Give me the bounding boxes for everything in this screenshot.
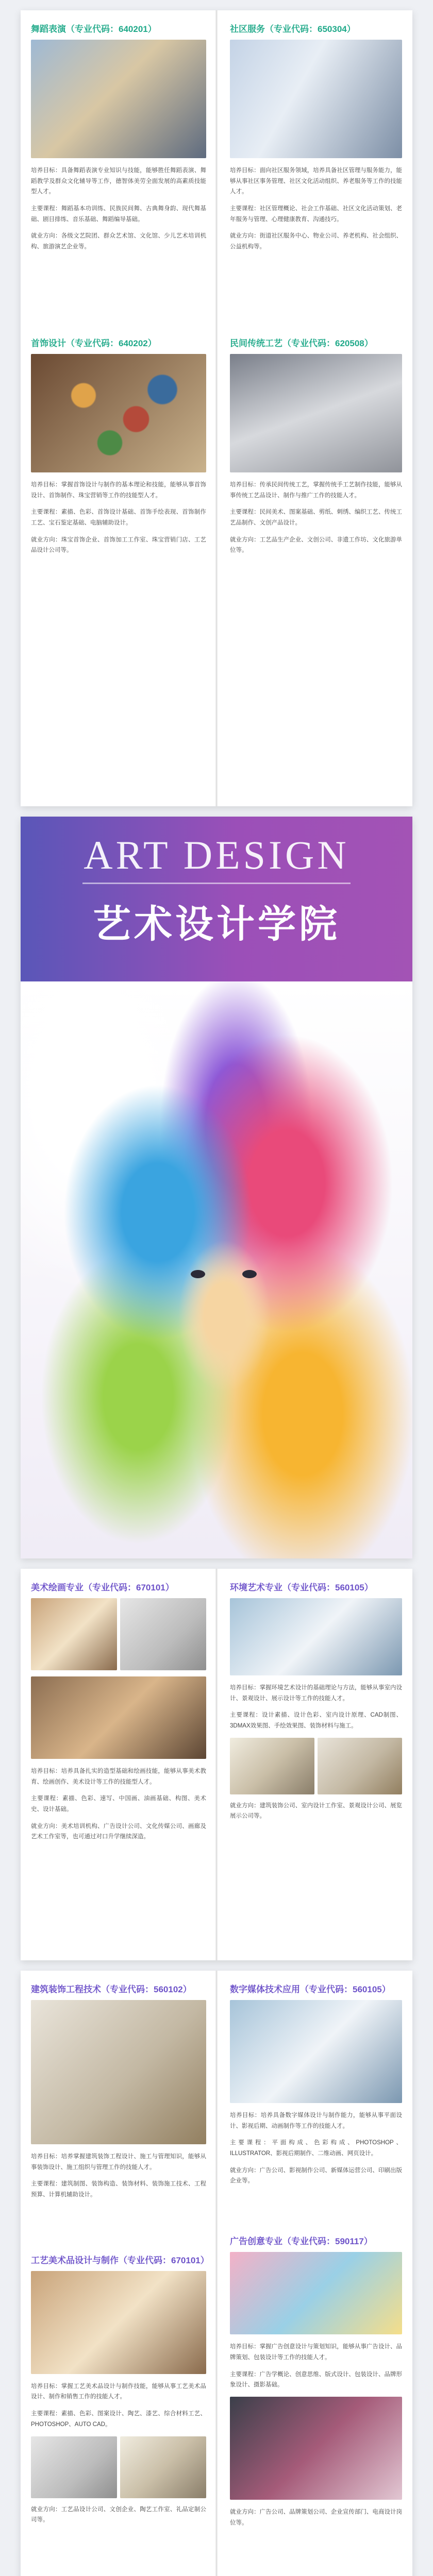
program-heading: 社区服务（专业代码：650304）: [230, 24, 356, 34]
program-heading: 工艺美术品设计与制作（专业代码：670101）: [31, 2255, 209, 2265]
program-paragraph: 培养目标：面向社区服务领域，培养具备社区管理与服务能力，能够从事社区事务管理、社区文化活动组织、养老服务等工作的技能人才。: [230, 167, 402, 195]
art-design-banner: [21, 817, 412, 1558]
program-paragraph: 就业方向：珠宝首饰企业、首饰加工工作室、珠宝营销门店、工艺品设计公司等。: [31, 536, 206, 554]
painting-class-photo: [31, 1676, 206, 1759]
program-paragraph: 培养目标：掌握环境艺术设计的基础理论与方法，能够从事室内设计、景观设计、展示设计等工作的技能人才。: [230, 1685, 402, 1702]
craft-photo: [230, 354, 402, 472]
dance-photo: [31, 40, 206, 158]
program-paragraph: 培养目标：掌握广告创意设计与策划知识，能够从事广告设计、品牌策划、包装设计等工作的技能人才。: [230, 2344, 402, 2361]
program-heading: 民间传统工艺（专业代码：620508）: [230, 338, 373, 348]
right-page: [216, 1971, 412, 2576]
program-heading: 首饰设计（专业代码：640202）: [31, 338, 157, 348]
banner-divider: [82, 883, 351, 884]
right-page: [216, 1569, 412, 1960]
photo-row: [230, 1738, 402, 1794]
program-heading: 环境艺术专业（专业代码：560105）: [230, 1583, 373, 1592]
design-photo: [230, 1738, 314, 1794]
advertising-work-photo: [230, 2397, 402, 2500]
program-paragraph: 培养目标：传承民间传统工艺，掌握传统手工艺制作技能，能够从事传统工艺品设计、制作与推广工作的技能人才。: [230, 481, 402, 499]
left-page: [21, 1971, 216, 2576]
banner-chinese-title: 艺术设计学院: [93, 903, 340, 945]
program-paragraph: 就业方向：工艺品设计公司、文创企业、陶艺工作室、礼品定制公司等。: [31, 2506, 206, 2523]
program-paragraph: 培养目标：掌握首饰设计与制作的基本理论和技能，能够从事首饰设计、首饰制作、珠宝营销等工作的技能型人才。: [31, 481, 206, 499]
program-paragraph: 主要课程：设计素描、设计色彩、室内设计原理、CAD制图、3DMAX效果图、手绘效果图、装饰材料与施工。: [230, 1712, 402, 1730]
program-paragraph: 就业方向：广告公司、影视制作公司、新媒体运营公司、印刷出版企业等。: [230, 2167, 402, 2184]
program-heading: 舞蹈表演（专业代码：640201）: [31, 24, 157, 34]
community-photo: [230, 40, 402, 158]
program-paragraph: 培养目标：具备舞蹈表演专业知识与技能，能够胜任舞蹈表演、舞蹈教学及群众文化辅导等工作，德智体美劳全面发展的高素质技能型人才。: [31, 167, 206, 195]
craft-sample-photo: [31, 2436, 117, 2498]
program-paragraph: 主要课程：平面构成、色彩构成、PHOTOSHOP、ILLUSTRATOR、影视后期制作、二维动画、网页设计。: [230, 2140, 402, 2157]
program-heading: 数字媒体技术应用（专业代码：560105）: [230, 1985, 391, 1994]
program-paragraph: 就业方向：工艺品生产企业、文创公司、非遗工作坊、文化旅游单位等。: [230, 536, 402, 554]
program-paragraph: 就业方向：美术培训机构、广告设计公司、文化传媒公司、画廊及艺术工作室等，也可通过对口升学继续深造。: [31, 1823, 206, 1840]
program-paragraph: 主要课程：素描、色彩、速写、中国画、油画基础、构图、美术史、设计基础。: [31, 1795, 206, 1813]
program-paragraph: 培养目标：培养具备扎实的造型基础和绘画技能，能够从事美术教育、绘画创作、美术设计等工作的技能型人才。: [31, 1768, 206, 1785]
banner-header: [21, 817, 412, 981]
program-spread-2: [21, 1569, 412, 1960]
craft-sample-photo: [120, 2436, 206, 2498]
program-paragraph: 主要课程：素描、色彩、首饰设计基础、首饰手绘表现、首饰制作工艺、宝石鉴定基础、电脑辅助设计。: [31, 509, 206, 526]
program-paragraph: 就业方向：各级文艺院团、群众艺术馆、文化馆、少儿艺术培训机构、旅游演艺企业等。: [31, 233, 206, 250]
program-spread-1: [21, 10, 412, 806]
program-paragraph: 培养目标：培养具备数字媒体设计与制作能力，能够从事平面设计、影视后期、动画制作等工作的技能人才。: [230, 2112, 402, 2129]
program-heading: 美术绘画专业（专业代码：670101）: [31, 1583, 174, 1592]
lion-eye: [191, 1270, 205, 1278]
program-paragraph: 主要课程：广告学概论、创意思维、版式设计、包装设计、品牌形象设计、摄影基础。: [230, 2371, 402, 2388]
program-paragraph: 主要课程：舞蹈基本功训练、民族民间舞、古典舞身韵、现代舞基础、剧目排练、音乐基础、舞蹈编导基础。: [31, 206, 206, 223]
program-paragraph: 就业方向：广告公司、品牌策划公司、企业宣传部门、电商设计岗位等。: [230, 2509, 402, 2526]
program-paragraph: 就业方向：建筑装饰公司、室内设计工作室、景观设计公司、展览展示公司等。: [230, 1802, 402, 1820]
painting-photo: [31, 1598, 117, 1670]
program-paragraph: 主要课程：民间美术、图案基础、剪纸、刺绣、编织工艺、传统工艺品制作、文创产品设计。: [230, 509, 402, 526]
program-paragraph: 培养目标：培养掌握建筑装饰工程设计、施工与管理知识，能够从事装饰设计、施工组织与管理工作的技能人才。: [31, 2154, 206, 2171]
jewelry-photo: [31, 354, 206, 472]
left-page: [21, 1569, 216, 1960]
lion-eye: [242, 1270, 257, 1278]
digital-media-photo: [230, 2000, 402, 2103]
photo-row: [31, 1598, 206, 1670]
program-paragraph: 培养目标：掌握工艺美术品设计与制作技能，能够从事工艺美术品设计、制作和销售工作的技能人才。: [31, 2383, 206, 2400]
colorful-lion-image: [21, 981, 412, 1558]
program-heading: 建筑装饰工程技术（专业代码：560102）: [31, 1985, 192, 1994]
left-page: [21, 10, 216, 806]
program-spread-3: [21, 1971, 412, 2576]
studio-photo: [120, 1598, 206, 1670]
interior-photo: [230, 1598, 402, 1675]
right-page: [216, 10, 412, 806]
photo-row: [31, 2436, 206, 2498]
program-paragraph: 就业方向：街道社区服务中心、物业公司、养老机构、社会组织、公益机构等。: [230, 233, 402, 250]
program-paragraph: 主要课程：素描、色彩、图案设计、陶艺、漆艺、综合材料工艺、PHOTOSHOP、AUTO CAD。: [31, 2411, 206, 2428]
banner-english-title: ART DESIGN: [84, 833, 349, 877]
architecture-photo: [31, 2000, 206, 2144]
advertising-photo: [230, 2252, 402, 2334]
program-heading: 广告创意专业（专业代码：590117）: [230, 2236, 373, 2247]
program-paragraph: 主要课程：建筑制图、装饰构造、装饰材料、装饰施工技术、工程预算、计算机辅助设计。: [31, 2181, 206, 2198]
program-paragraph: 主要课程：社区管理概论、社会工作基础、社区文化活动策划、老年服务与管理、心理健康教育、沟通技巧。: [230, 206, 402, 223]
design-photo: [318, 1738, 402, 1794]
handicraft-photo: [31, 2271, 206, 2374]
